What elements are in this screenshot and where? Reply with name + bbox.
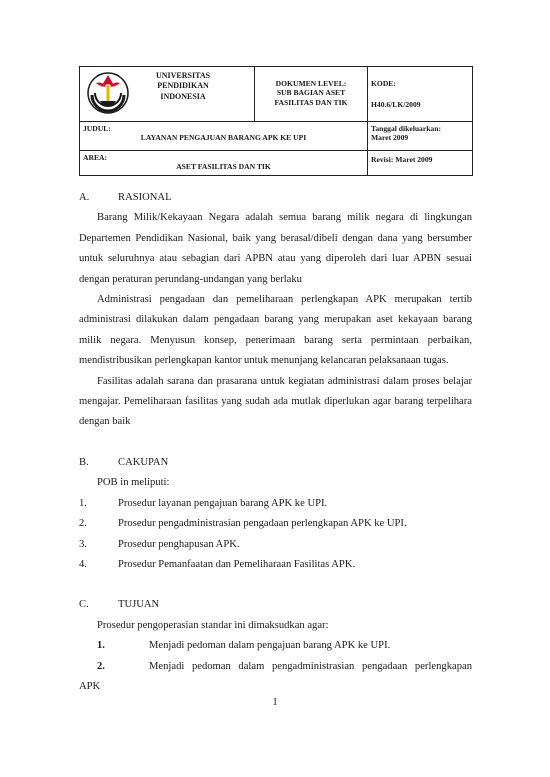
university-cell	[80, 67, 255, 122]
page-number: 1	[272, 697, 278, 708]
area-cell	[80, 151, 368, 176]
list-item: 3. Prosedur penghapusan APK.	[79, 538, 240, 550]
kode-value: H40.6/LK/2009	[371, 100, 421, 110]
list-item: 2. Menjadi pedoman dalam pengadministrasian pengadaan perlengkapan	[97, 660, 472, 672]
area-value: ASET FASILITAS DAN TIK	[176, 162, 271, 172]
university-logo-icon	[86, 71, 130, 115]
revisi-value: Revisi: Maret 2009	[371, 155, 433, 164]
section-intro: POB in meliputi:	[97, 477, 170, 489]
paragraph: Administrasi pengadaan dan pemeliharaan perlengkapan APK merupakan tertib administrasi dilakukan dalam pengadaan barang yang merupakan aset kekayaan barang milik negara. Menyusun konsep, penerimaan barang serta permintaan perbaikan, mendistribusikan perlengkapan kantor untuk menunjang kelancaran pelaksanaan tugas.	[79, 294, 472, 367]
document-header-table	[79, 66, 473, 176]
university-name: UNIVERSITAS PENDIDIKAN INDONESIA	[155, 71, 211, 101]
judul-cell	[80, 122, 368, 151]
document-body	[79, 188, 472, 697]
list-item: 1. Menjadi pedoman dalam pengajuan barang APK ke UPI.	[97, 640, 391, 652]
revisi-cell	[368, 151, 473, 176]
tanggal-value: Maret 2009	[371, 133, 409, 143]
area-label: AREA:	[83, 153, 108, 162]
kode-cell	[368, 67, 473, 122]
section-heading-tujuan: C. TUJUAN	[79, 599, 160, 611]
list-item-continuation: APK	[79, 680, 101, 692]
kode-label: KODE:	[371, 79, 396, 88]
paragraph: Fasilitas adalah sarana dan prasarana untuk kegiatan administrasi dalam proses belajar mengajar. Pemeliharaan fasilitas yang sudah ada mutlak diperlukan agar barang terpelihara dengan baik	[79, 375, 472, 428]
list-item: 1. Prosedur layanan pengajuan barang APK ke UPI.	[79, 497, 328, 509]
list-item: 2. Prosedur pengadministrasian pengadaan perlengkapan APK ke UPI.	[79, 518, 407, 530]
tanggal-label: Tanggal dikeluarkan:	[371, 124, 441, 133]
judul-value: LAYANAN PENGAJUAN BARANG APK KE UPI	[140, 133, 307, 143]
paragraph: Barang Milik/Kekayaan Negara adalah semua barang milik negara di lingkungan Departemen Pendidikan Nasional, baik yang berasal/dibeli dengan dana yang bersumber untuk seluruhnya atau sebagian dari APBN atau yang diperoleh dari luar APBN sesuai dengan peraturan perundang-undangan yang berlaku	[79, 212, 472, 285]
judul-label: JUDUL:	[83, 124, 111, 133]
doc-level-cell: DOKUMEN LEVEL: SUB BAGIAN ASET FASILITAS DAN TIK	[255, 67, 368, 122]
section-intro: Prosedur pengoperasian standar ini dimaksudkan agar:	[97, 619, 329, 631]
list-item: 4. Prosedur Pemanfaatan dan Pemeliharaan Fasilitas APK.	[79, 558, 356, 570]
tanggal-cell	[368, 122, 473, 151]
section-heading-cakupan: B. CAKUPAN	[79, 456, 169, 468]
section-heading-rasional: A. RASIONAL	[79, 192, 172, 203]
